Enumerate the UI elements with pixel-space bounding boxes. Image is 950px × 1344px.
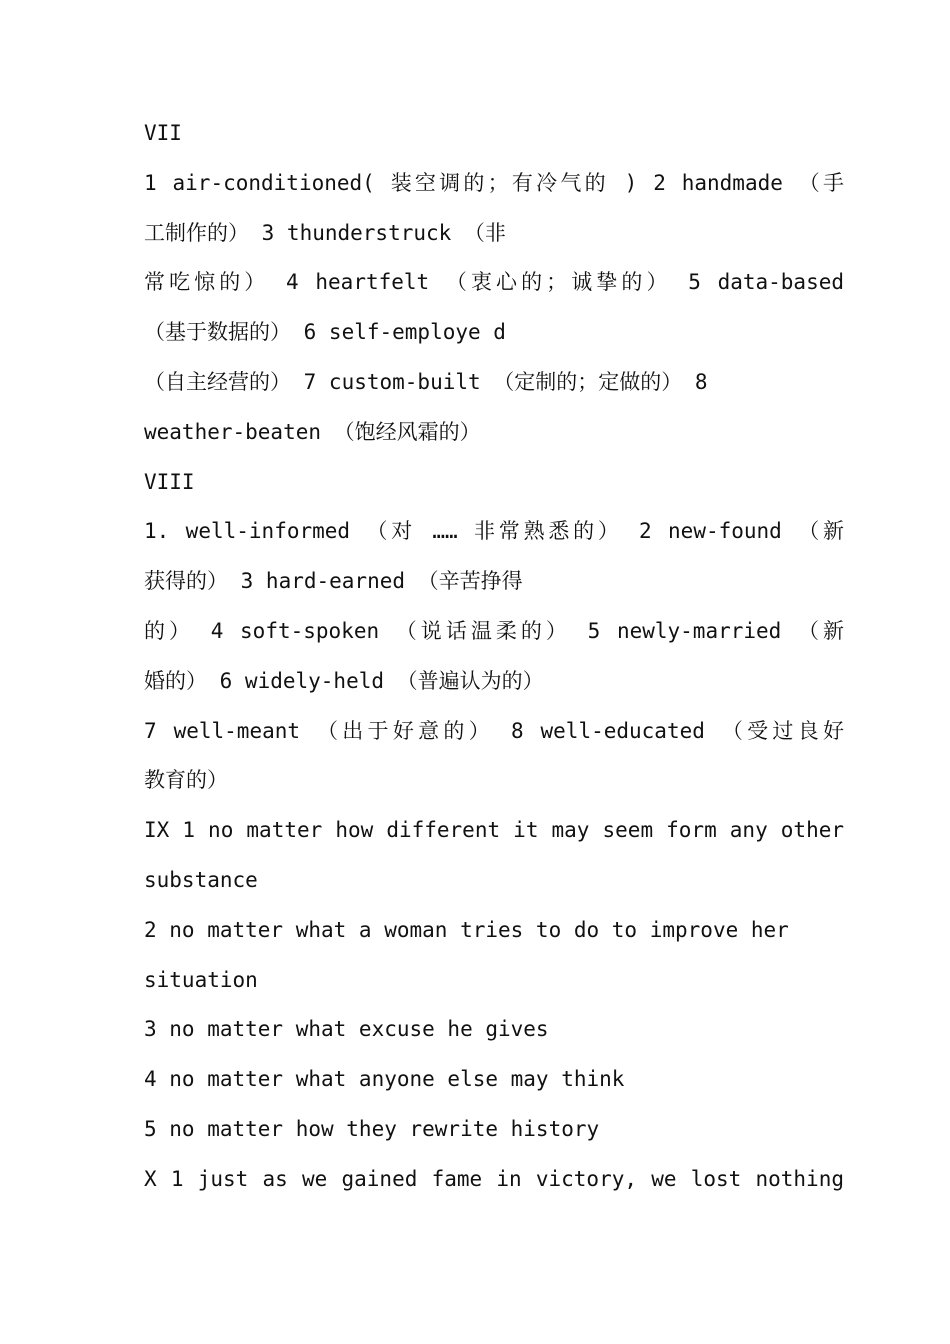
text-line: 7 well-meant （出于好意的） 8 well-educated （受过良好 [144, 718, 844, 743]
text-line: 2 no matter what a woman tries to do to improve her [144, 917, 789, 942]
text-line: 获得的） 3 hard-earned （辛苦挣得 [144, 569, 523, 594]
section-heading-vii: VII [144, 121, 182, 145]
text-line: substance [144, 867, 258, 892]
text-line: 4 no matter what anyone else may think [144, 1067, 625, 1092]
text-line: situation [144, 967, 258, 992]
text-line: 常吃惊的） 4 heartfelt （衷心的；诚挚的） 5 data-based [144, 270, 844, 295]
document-body [144, 109, 844, 1205]
text-line: 婚的） 6 widely-held （普遍认为的） [144, 668, 544, 693]
text-line: 5 no matter how they rewrite history [144, 1116, 600, 1141]
text-line: 3 no matter what excuse he gives [144, 1017, 549, 1042]
text-line: X 1 just as we gained fame in victory, we lost nothing [144, 1166, 844, 1191]
text-line: weather-beaten （饱经风霜的） [144, 419, 481, 444]
text-line: 教育的） [144, 768, 228, 793]
text-line: （自主经营的） 7 custom-built （定制的；定做的） 8 [144, 369, 708, 394]
text-line: （基于数据的） 6 self-employe d [144, 320, 506, 345]
text-line: 的） 4 soft-spoken （说话温柔的） 5 newly-married （新 [144, 618, 844, 643]
text-line: 工制作的） 3 thunderstruck （非 [144, 220, 506, 245]
text-line: IX 1 no matter how different it may seem form any other [144, 818, 844, 843]
text-line: 1 air-conditioned( 装空调的；有冷气的 ) 2 handmade （手 [144, 170, 844, 195]
text-line: 1. well-informed （对 …… 非常熟悉的） 2 new-found （新 [144, 519, 844, 544]
section-heading-viii: VIII [144, 469, 195, 494]
